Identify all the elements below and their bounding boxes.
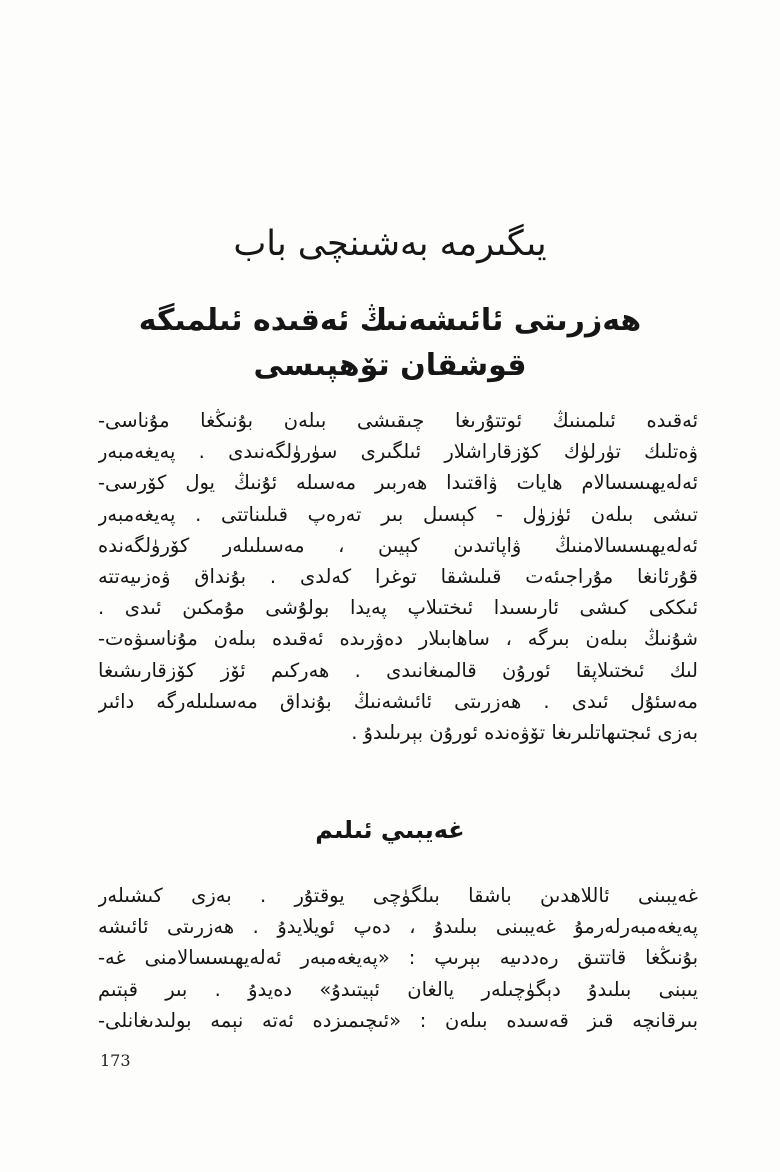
page-number: 173 — [100, 1051, 131, 1070]
paragraph-2-line: غەيبىنى ئاللاھدىن باشقا بىلگۈچى يوقتۇر . بەزى كىشىلەر — [98, 884, 698, 907]
paragraph-1-line: ۋەتلىك تۈرلۈك كۆزقاراشلار ئىلگىرى سۈرۈلگەنىدى . پەيغەمبەر — [98, 440, 698, 464]
paragraph-1-line: ئەلەيھىسسالامنىڭ ۋاپاتىدىن كېيىن ، مەسىلىلەر كۆرۈلگەندە — [98, 533, 698, 557]
section-title-line-1: ھەزرىتى ئائىشەنىڭ ئەقىدە ئىلمىگە — [138, 303, 642, 338]
paragraph-2-line: يىبنى بىلىدۇ دېگۈچىلەر يالغان ئېيتىدۇ» دەيدۇ . بىر قېتىم — [98, 977, 698, 1001]
paragraph-1-line: شۇنىڭ بىلەن بىرگە ، ساھابىلار دەۋرىدە ئەقىدە بىلەن مۇناسىۋەت- — [98, 627, 698, 651]
paragraph-1-line: ئەلەيھىسسالام ھايات ۋاقتىدا ھەربىر مەسىلە ئۇنىڭ يول كۆرسى- — [98, 471, 698, 495]
paragraph-1-line: لىك ئىختىلاپقا ئورۇن قالمىغانىدى . ھەركىم ئۆز كۆزقارىشىغا — [98, 658, 698, 682]
paragraph-1-line: مەسئۇل ئىدى . ھەزرىتى ئائىشەنىڭ بۇنداق مەسىلىلەرگە دائىر — [98, 689, 698, 713]
paragraph-2-line: بۇنىڭغا قاتتىق رەددىيە بېرىپ : «پەيغەمبەر ئەلەيھىسسالامنى غە- — [98, 946, 698, 970]
chapter-title: يىگىرمە بەشىنچى باب — [233, 224, 547, 264]
paragraph-1-line: تىشى بىلەن ئۈزۈل - كېسىل بىر تەرەپ قىلىناتتى . پەيغەمبەر — [98, 502, 698, 526]
section-title-line-2: قوشقان تۆھپىسى — [253, 348, 527, 383]
paragraph-1-line: ئەقىدە ئىلمىنىڭ ئوتتۇرىغا چىقىشى بىلەن بۇنىڭغا مۇناسى- — [98, 409, 698, 432]
paragraph-1-line: بەزى ئىجتىھاتلىرىغا تۆۋەندە ئورۇن بېرىلىدۇ . — [351, 720, 698, 744]
paragraph-2-line: بىرقانچە قىز قەسىدە بىلەن : «ئىچىمىزدە ئەتە نېمە بولىدىغانلى- — [98, 1008, 698, 1032]
paragraph-1 — [98, 405, 698, 748]
paragraph-2 — [98, 880, 698, 1036]
subheading: غەيبىي ئىلىم — [315, 816, 465, 844]
paragraph-1-line: قۇرئانغا مۇراجىئەت قىلىشقا توغرا كەلدى . بۇنداق ۋەزىيەتتە — [98, 564, 698, 588]
paragraph-1-line: ئىككى كىشى ئارىسىدا ئىختىلاپ پەيدا بولۇشى مۇمكىن ئىدى . — [98, 596, 698, 620]
paragraph-2-line: پەيغەمبەرلەرمۇ غەيبىنى بىلىدۇ ، دەپ ئويلايدۇ . ھەزرىتى ئائىشە — [98, 915, 698, 939]
